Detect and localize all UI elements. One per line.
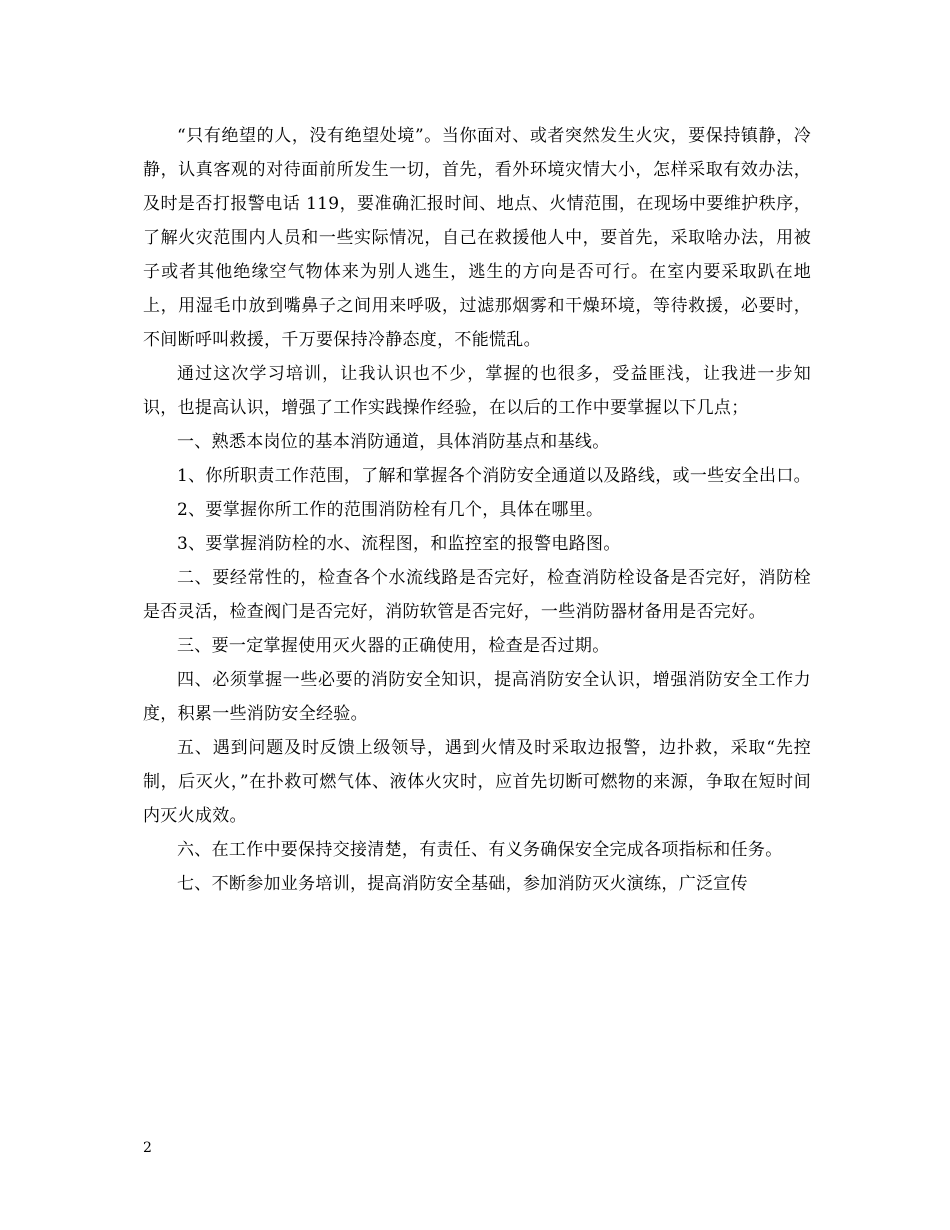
page-number: 2: [143, 1140, 152, 1156]
paragraph-11: 六、在工作中要保持交接清楚，有责任、有义务确保安全完成各项指标和任务。: [177, 840, 783, 860]
paragraph-3: 一、熟悉本岗位的基本消防通道，具体消防基点和基线。: [177, 432, 610, 452]
paragraph-1: “只有绝望的人，没有绝望处境”。当你面对、或者突然发生火灾，要保持镇静，冷静，认真客观的对待面前所发生一切，首先，看外环境灾情大小，怎样采取有效办法，及时是否打报警电话 119，要准确汇报时间、地点、火情范围，在现场中要维护秩序，了解火灾范围内人员和一些实际情况，自己在救援他人中，要首先，采取啥办法，用被子或者其他绝缘空气物体来为别人逃生，逃生的方向是否可行。在室内要采取趴在地上，用湿毛巾放到嘴鼻子之间用来呼吸，过滤那烟雾和干燥环境，等待救援，必要时，不间断呼叫救援，千万要保持冷静态度，不能慌乱。: [143, 126, 811, 350]
paragraph-5: 2、要掌握你所工作的范围消防栓有几个，具体在哪里。: [177, 500, 604, 520]
paragraph-10: 五、遇到问题及时反馈上级领导，遇到火情及时采取边报警，边扑救，采取“先控制，后灭火，”在扑救可燃气体、液体火灾时，应首先切断可燃物的来源，争取在短时间内灭火成效。: [143, 738, 811, 826]
paragraph-12: 七、不断参加业务培训，提高消防安全基础，参加消防灭火演练，广泛宣传: [177, 874, 748, 894]
paragraph-7: 二、要经常性的，检查各个水流线路是否完好，检查消防栓设备是否完好，消防栓是否灵活，检查阀门是否完好，消防软管是否完好，一些消防器材备用是否完好。: [143, 568, 811, 622]
paragraph-9: 四、必须掌握一些必要的消防安全知识，提高消防安全认识，增强消防安全工作力度，积累一些消防安全经验。: [143, 670, 811, 724]
paragraph-4: 1、你所职责工作范围，了解和掌握各个消防安全通道以及路线，或一些安全出口。: [177, 466, 811, 486]
paragraph-6: 3、要掌握消防栓的水、流程图，和监控室的报警电路图。: [177, 534, 621, 554]
document-body: [143, 119, 811, 901]
paragraph-2: 通过这次学习培训，让我认识也不少，掌握的也很多，受益匪浅，让我进一步知识，也提高认识，增强了工作实践操作经验，在以后的工作中要掌握以下几点；: [143, 364, 811, 418]
paragraph-8: 三、要一定掌握使用灭火器的正确使用，检查是否过期。: [177, 636, 610, 656]
